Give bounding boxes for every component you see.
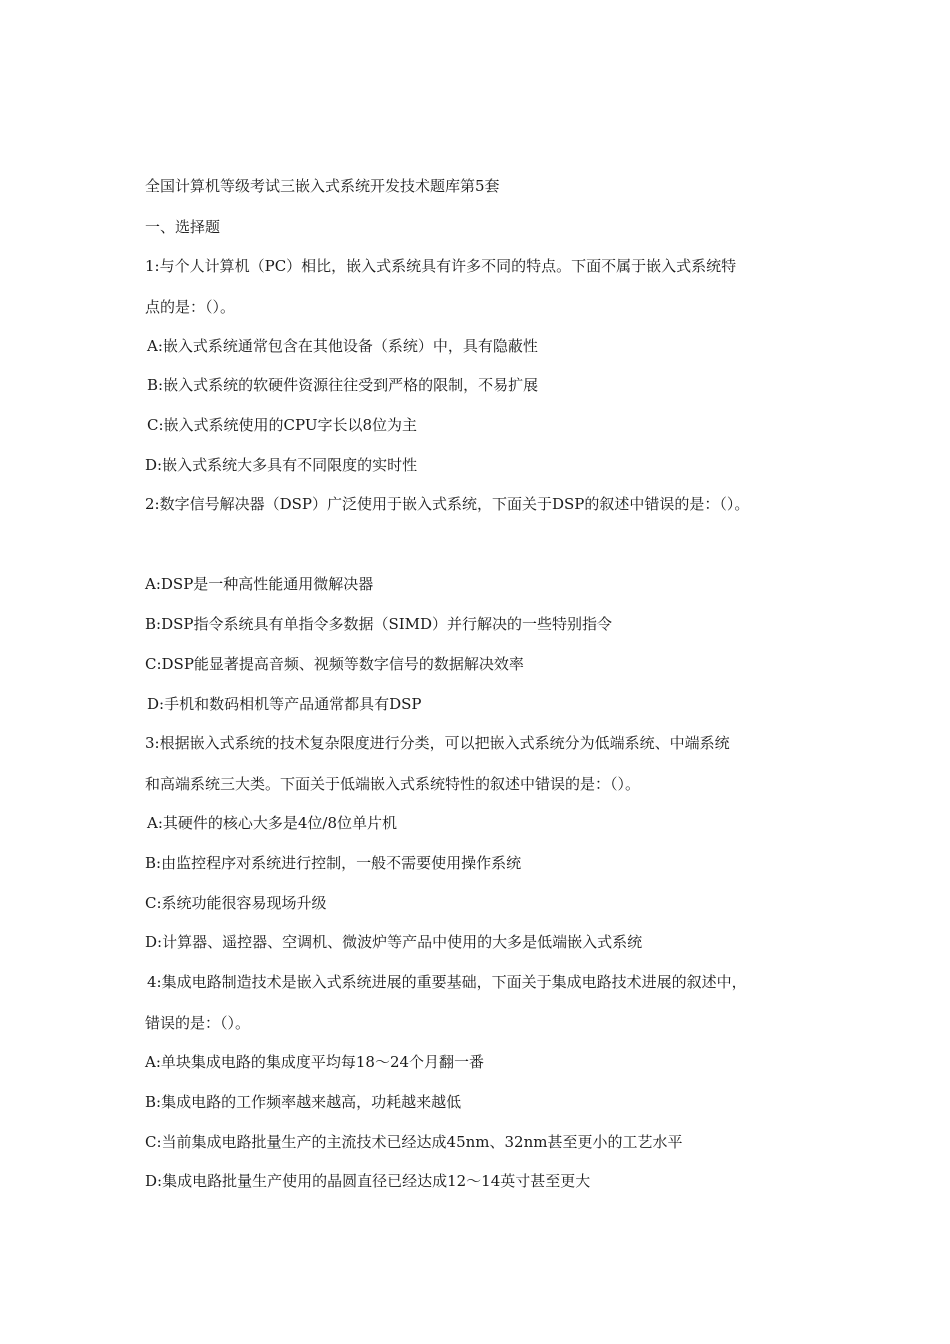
question-4-option-a: A:单块集成电路的集成度平均每18～24个月翻一番 [145,1053,485,1071]
question-1-option-d: D:嵌入式系统大多具有不同限度的实时性 [145,456,418,474]
question-3-stem-line-1: 3:根据嵌入式系统的技术复杂限度进行分类，可以把嵌入式系统分为低端系统、中端系统 [145,734,730,752]
question-1-option-c: C:嵌入式系统使用的CPU字长以8位为主 [147,416,418,434]
question-1-option-a: A:嵌入式系统通常包含在其他设备（系统）中，具有隐蔽性 [147,337,538,355]
question-3-stem-line-2: 和高端系统三大类。下面关于低端嵌入式系统特性的叙述中错误的是：（）。 [145,775,641,793]
question-2-option-b: B:DSP指令系统具有单指令多数据（SIMD）并行解决的一些特别指令 [145,615,613,633]
question-4-option-b: B:集成电路的工作频率越来越高，功耗越来越低 [145,1093,462,1111]
question-1-option-b: B:嵌入式系统的软硬件资源往往受到严格的限制，不易扩展 [147,376,539,394]
question-4-stem-line-2: 错误的是：（）。 [145,1014,251,1032]
question-3-option-a: A:其硬件的核心大多是4位/8位单片机 [147,814,398,832]
question-2-option-d: D:手机和数码相机等产品通常都具有DSP [147,695,422,713]
document-title: 全国计算机等级考试三嵌入式系统开发技术题库第5套 [145,177,500,195]
question-4-option-c: C:当前集成电路批量生产的主流技术已经达成45nm、32nm甚至更小的工艺水平 [145,1133,683,1151]
question-2-stem: 2:数字信号解决器（DSP）广泛使用于嵌入式系统，下面关于DSP的叙述中错误的是：（）。 [145,495,750,513]
section-heading: 一、选择题 [145,218,221,236]
question-3-option-d: D:计算器、遥控器、空调机、微波炉等产品中使用的大多是低端嵌入式系统 [145,933,643,951]
question-1-stem-line-1: 1:与个人计算机（PC）相比，嵌入式系统具有许多不同的特点。下面不属于嵌入式系统特 [145,257,737,275]
question-4-stem-line-1: 4:集成电路制造技术是嵌入式系统进展的重要基础，下面关于集成电路技术进展的叙述中， [147,973,747,991]
question-1-stem-line-2: 点的是：（）。 [145,298,236,316]
question-2-option-a: A:DSP是一种高性能通用微解决器 [145,575,374,593]
question-2-option-c: C:DSP能显著提高音频、视频等数字信号的数据解决效率 [145,655,524,673]
question-3-option-c: C:系统功能很容易现场升级 [145,894,327,912]
question-3-option-b: B:由监控程序对系统进行控制，一般不需要使用操作系统 [145,854,522,872]
question-4-option-d: D:集成电路批量生产使用的晶圆直径已经达成12～14英寸甚至更大 [145,1172,591,1190]
